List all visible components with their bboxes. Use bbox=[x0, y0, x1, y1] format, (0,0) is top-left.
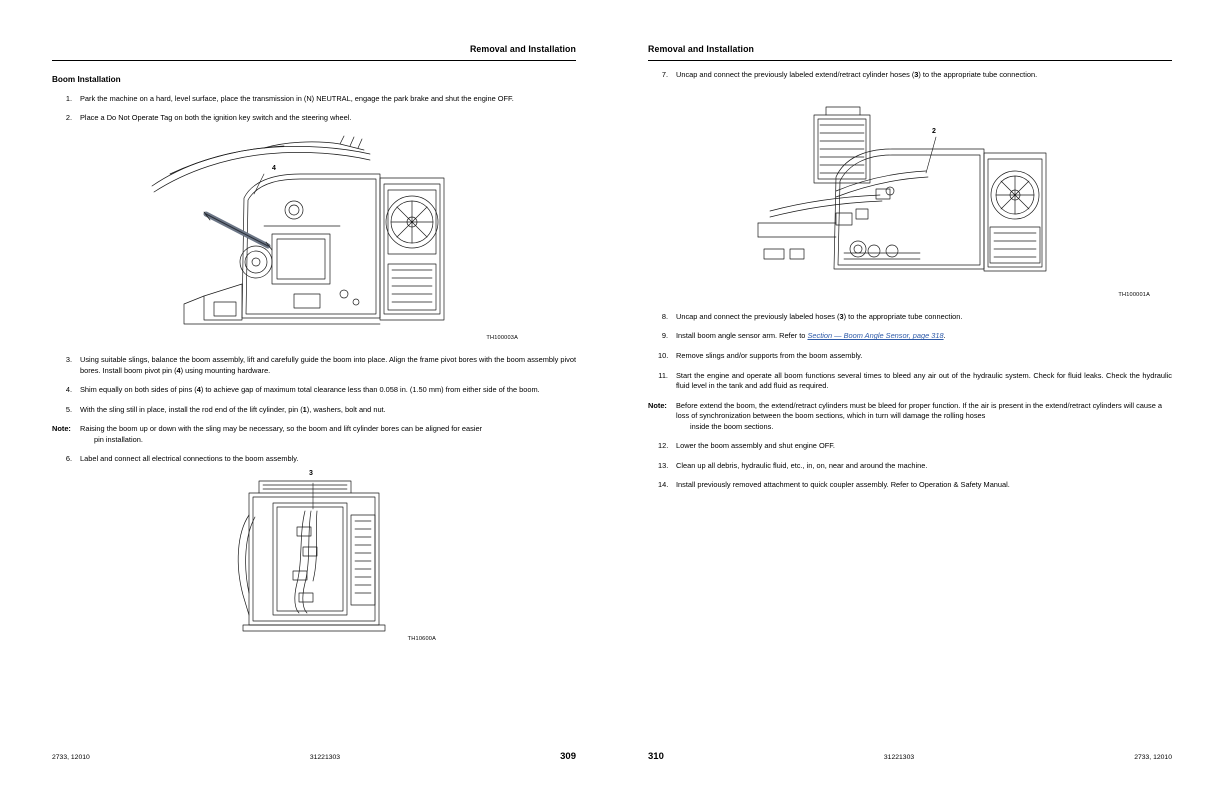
step-number: 13. bbox=[658, 460, 669, 470]
figure-code: TH100003A bbox=[486, 335, 518, 342]
note-text-indent: pin installation. bbox=[94, 434, 143, 444]
step-text: Label and connect all electrical connections to the boom assembly. bbox=[80, 454, 299, 464]
figure-image-wrap bbox=[229, 469, 399, 635]
step-number: 5. bbox=[65, 404, 72, 414]
step-text-pre: Install boom angle sensor arm. Refer to bbox=[676, 331, 808, 341]
note-label: Note: bbox=[648, 400, 667, 410]
step-number: 12. bbox=[658, 441, 669, 451]
figure-code: TH100001A bbox=[1118, 292, 1150, 299]
header-rule-right bbox=[648, 60, 1172, 61]
list-item bbox=[648, 70, 1172, 81]
list-item bbox=[52, 405, 576, 416]
cross-reference-link[interactable]: Section — Boom Angle Sensor, page 318 bbox=[807, 331, 944, 341]
figure-cylinder-hoses bbox=[648, 91, 1172, 300]
step-text: Start the engine and operate all boom functions several times to bleed any air out of the hydraulic system. Check for fluid leaks. Check the hydraulic fluid level in the tank and add fluid as required. bbox=[676, 370, 1172, 391]
figure-boom-pivot bbox=[52, 134, 576, 343]
list-item bbox=[52, 385, 576, 396]
step-text: With the sling still in place, install the rod end of the lift cylinder, pin (1), washers, bolt and nut. bbox=[80, 404, 386, 414]
list-item bbox=[648, 441, 1172, 452]
step-number: 10. bbox=[658, 351, 669, 360]
page-right bbox=[612, 0, 1224, 792]
note-text-wrap bbox=[80, 424, 576, 445]
step-number: 8. bbox=[661, 311, 668, 321]
page-right-content bbox=[648, 70, 1172, 500]
header-rule-left bbox=[52, 60, 576, 61]
list-item bbox=[648, 331, 1172, 342]
page-footer-left bbox=[52, 751, 576, 762]
footer-left-code: 2733, 12010 bbox=[52, 754, 90, 761]
list-item bbox=[52, 113, 576, 124]
list-item bbox=[52, 355, 576, 376]
list-item bbox=[648, 461, 1172, 472]
step-number: 1. bbox=[65, 93, 72, 103]
step-number: 7. bbox=[661, 70, 668, 79]
page-header-left: Removal and Installation bbox=[469, 44, 576, 54]
step-number: 2. bbox=[65, 113, 72, 123]
note-text-indent: inside the boom sections. bbox=[690, 421, 774, 431]
footer-page-number: 309 bbox=[560, 751, 576, 762]
step-text: Using suitable slings, balance the boom assembly, lift and carefully guide the boom into place. Align the frame pivot bores with the boom assembly pivot bores. Install boom pivot pin (4) using mounting hardware. bbox=[80, 355, 576, 375]
list-item bbox=[648, 371, 1172, 392]
note-text-wrap bbox=[676, 401, 1172, 433]
cylinder-hoses-illustration bbox=[740, 91, 1080, 291]
figure-callout-3: 3 bbox=[309, 469, 313, 477]
note-text: Raising the boom up or down with the sling may be necessary, so the boom and lift cylinder bores can be aligned for easier bbox=[80, 424, 483, 434]
footer-right-code: 2733, 12010 bbox=[1134, 754, 1172, 761]
section-title-boom-installation: Boom Installation bbox=[52, 75, 121, 84]
list-item bbox=[52, 94, 576, 105]
note-label: Note: bbox=[52, 424, 71, 434]
step-text-post: . bbox=[943, 331, 946, 341]
figure-callout-2: 2 bbox=[932, 127, 936, 135]
step-text: Uncap and connect the previously labeled extend/retract cylinder hoses (3) to the appropriate tube connection. bbox=[676, 70, 1038, 79]
note-block bbox=[52, 424, 576, 445]
step-number: 14. bbox=[658, 480, 669, 490]
list-item bbox=[648, 312, 1172, 323]
page-header-right: Removal and Installation bbox=[648, 44, 755, 54]
step-number: 11. bbox=[658, 370, 668, 380]
footer-doc-number: 31221303 bbox=[883, 754, 915, 761]
step-text-with-link bbox=[676, 331, 1172, 342]
figure-callout-4: 4 bbox=[272, 164, 276, 172]
step-text: Park the machine on a hard, level surface, place the transmission in (N) NEUTRAL, engage the park brake and shut the engine OFF. bbox=[80, 93, 514, 103]
page-left-content bbox=[52, 70, 576, 656]
step-text: Install previously removed attachment to quick coupler assembly. Refer to Operation & Safety Manual. bbox=[676, 480, 1010, 490]
step-text: Clean up all debris, hydraulic fluid, etc., in, on, near and around the machine. bbox=[676, 460, 928, 470]
note-text: Before extend the boom, the extend/retract cylinders must be bleed for proper function. If the air is present in the extend/retract cylinders will cause a loss of synchronization between the boom sections, which in turn will damage the rolling hoses bbox=[676, 400, 1162, 421]
page-footer-right bbox=[648, 751, 1172, 762]
figure-image-wrap bbox=[740, 91, 1080, 291]
step-text: Uncap and connect the previously labeled hoses (3) to the appropriate tube connection. bbox=[676, 311, 963, 321]
step-number: 4. bbox=[65, 385, 72, 395]
list-item bbox=[648, 351, 1172, 362]
footer-doc-number: 31221303 bbox=[309, 754, 341, 761]
list-item bbox=[648, 480, 1172, 491]
electrical-connections-illustration bbox=[229, 475, 399, 635]
step-number: 3. bbox=[65, 355, 72, 365]
figure-electrical-connections bbox=[52, 469, 576, 644]
figure-image-wrap bbox=[144, 134, 484, 334]
step-number: 6. bbox=[65, 454, 72, 464]
list-item bbox=[52, 454, 576, 465]
step-text: Remove slings and/or supports from the boom assembly. bbox=[676, 351, 863, 360]
step-text: Place a Do Not Operate Tag on both the ignition key switch and the steering wheel. bbox=[80, 113, 352, 123]
step-text: Shim equally on both sides of pins (4) to achieve gap of maximum total clearance less than 0.058 in. (1.50 mm) from either side of the boom. bbox=[80, 385, 540, 395]
step-number: 9. bbox=[661, 331, 668, 341]
boom-pivot-illustration bbox=[144, 134, 484, 334]
step-text: Lower the boom assembly and shut engine OFF. bbox=[676, 441, 835, 451]
footer-page-number: 310 bbox=[648, 751, 664, 762]
figure-code: TH10600A bbox=[407, 636, 436, 643]
note-block bbox=[648, 401, 1172, 433]
